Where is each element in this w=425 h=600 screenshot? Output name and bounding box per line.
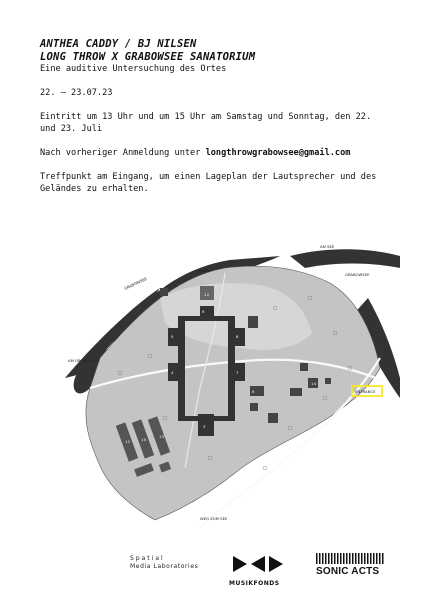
spatial-logo-line2: Media Laboratories: [130, 563, 199, 570]
map-number: 13: [159, 434, 165, 439]
spatial-logo-line1: Spatial: [130, 555, 165, 562]
project-subtitle: Eine auditive Untersuchung des Ortes: [40, 64, 227, 74]
registration-prefix: Nach vorheriger Anmeldung unter: [40, 148, 206, 158]
musikfonds-icon: [229, 554, 287, 574]
sonic-acts-bars-icon: [316, 553, 384, 564]
map-number: 3: [203, 424, 206, 429]
label-road-left: AM GRABOWSEE: [68, 358, 100, 363]
registration-email[interactable]: longthrowgrabowsee@gmail.com: [205, 148, 351, 158]
sonic-acts-logo: [316, 553, 386, 577]
map-number: 14: [311, 381, 317, 386]
label-entrance: ENTRANCE: [355, 389, 376, 394]
site-map-svg: [50, 238, 400, 528]
site-map: [50, 238, 400, 528]
footer-logos: [0, 548, 425, 588]
map-number: 5: [171, 334, 174, 339]
musikfonds-logo: [229, 554, 289, 587]
meeting-point-note: Treffpunkt am Eingang, um einen Lageplan der Lautsprecher und des Geländes zu erhalten.: [40, 172, 377, 194]
event-dates: 22. – 23.07.23: [40, 88, 113, 98]
label-grabowsee-right: GRABOWSEE: [345, 272, 370, 277]
map-number: 6: [252, 389, 255, 394]
label-road-top: AM SEE: [320, 244, 335, 249]
spatial-media-labs-logo: [130, 555, 198, 571]
artist-names: ANTHEA CADDY / BJ NILSEN: [40, 38, 197, 50]
project-title: LONG THROW X GRABOWSEE SANATORIUM: [40, 51, 256, 63]
map-number: 7: [236, 370, 239, 375]
label-road-bottom: WEG ZUM SEE: [200, 516, 228, 521]
map-number: 4: [171, 370, 174, 375]
map-number: 8: [236, 334, 239, 339]
registration-note: [40, 147, 390, 159]
info-text-block: [40, 38, 390, 195]
map-number: 9: [202, 309, 205, 314]
sonic-acts-label: SONIC ACTS: [316, 566, 380, 577]
forest-band-right: [290, 249, 400, 268]
entry-times: Eintritt um 13 Uhr und um 15 Uhr am Samstag und Sonntag, den 22. und 23. Juli: [40, 112, 372, 134]
label-kiesel: KIESEL: [197, 268, 210, 273]
map-number: 12: [204, 292, 210, 297]
label-grabowsee-left: GRABOWSEE: [123, 276, 148, 291]
map-number: 11: [125, 439, 131, 444]
musikfonds-label: MUSIKFONDS: [229, 580, 280, 587]
map-number: 10: [141, 437, 147, 442]
